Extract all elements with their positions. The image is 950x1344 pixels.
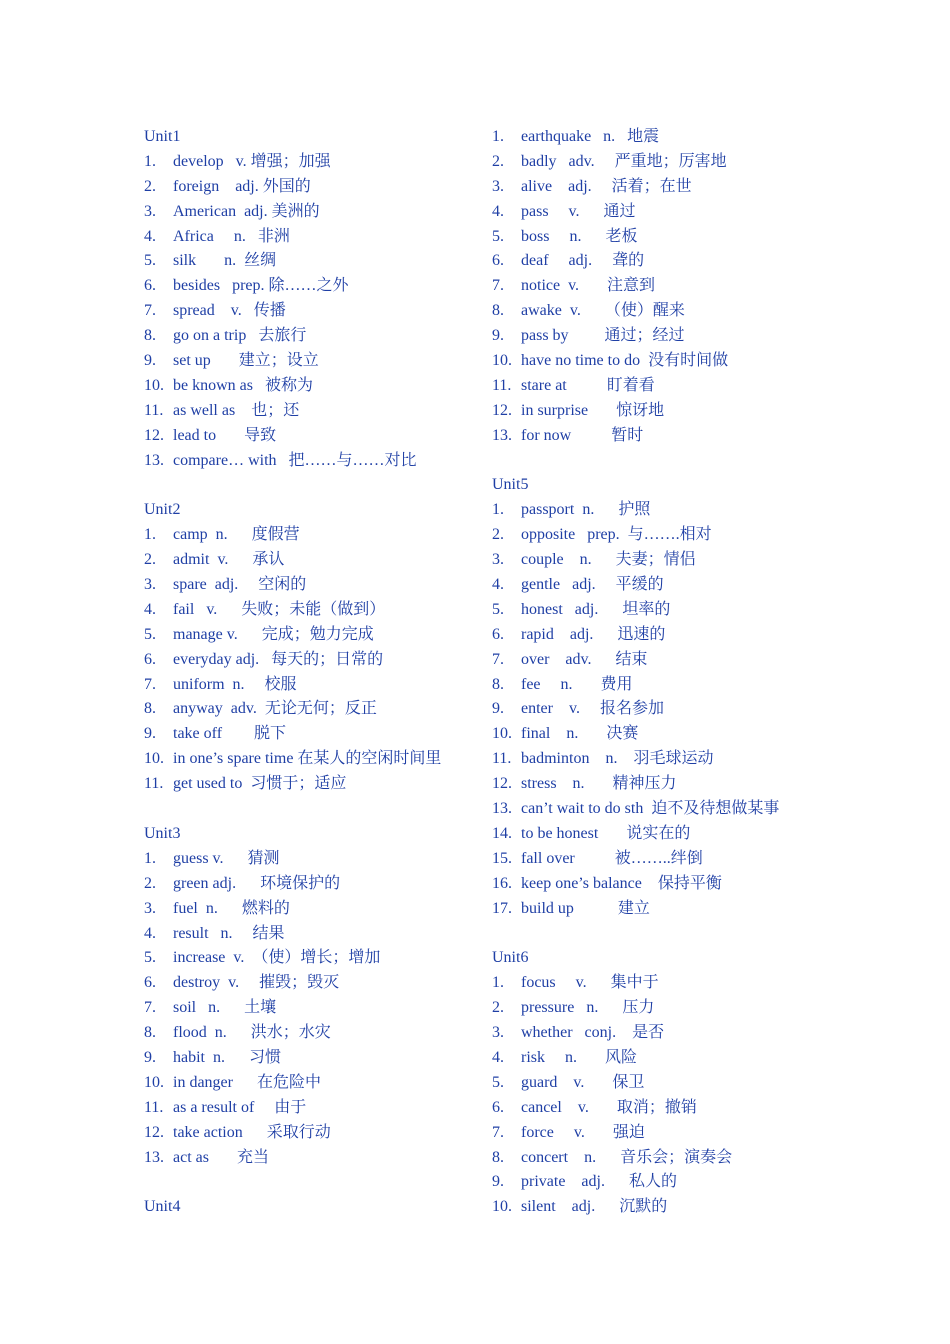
vocab-entry (144, 200, 474, 225)
entry-number: 2. (492, 526, 504, 544)
entry-number: 2. (144, 177, 156, 195)
entry-text: destroy v. 摧毁；毁灭 (173, 974, 340, 992)
entry-text: force v. 强迫 (521, 1123, 645, 1141)
entry-number: 3. (144, 899, 156, 917)
entry-text: honest adj. 坦率的 (521, 600, 671, 618)
entry-number: 8. (492, 302, 504, 320)
entry-number: 4. (492, 576, 504, 594)
entry-number: 14. (492, 824, 512, 842)
entry-number: 4. (492, 202, 504, 220)
entry-text: risk n. 风险 (521, 1048, 638, 1066)
entry-number: 10. (144, 376, 164, 394)
entry-text: badly adv. 严重地；厉害地 (521, 152, 727, 170)
entry-text: compare… with 把……与……对比 (173, 451, 417, 469)
entry-text: silent adj. 沉默的 (521, 1198, 668, 1216)
entry-number: 10. (492, 725, 512, 743)
entry-number: 1. (492, 974, 504, 992)
entry-text: anyway adv. 无论无何；反正 (173, 700, 377, 718)
right-column (492, 125, 822, 1220)
entry-number: 4. (144, 600, 156, 618)
vocab-entry (492, 498, 822, 523)
entry-number: 6. (144, 974, 156, 992)
unit-heading: Unit2 (144, 501, 181, 519)
vocab-entry (492, 623, 822, 648)
entry-number: 6. (492, 1098, 504, 1116)
entry-text: foreign adj. 外国的 (173, 177, 311, 195)
entry-number: 11. (492, 750, 512, 768)
entry-text: fee n. 费用 (521, 675, 633, 693)
entry-number: 6. (492, 625, 504, 643)
entry-text: as a result of 由于 (173, 1098, 307, 1116)
entry-text: deaf adj. 聋的 (521, 252, 645, 270)
vocab-entry (492, 598, 822, 623)
vocab-entry (492, 299, 822, 324)
entry-text: keep one’s balance 保持平衡 (521, 874, 722, 892)
entry-text: uniform n. 校服 (173, 675, 297, 693)
entry-number: 10. (144, 1073, 164, 1091)
vocab-entry (492, 399, 822, 424)
vocab-entry (144, 1096, 474, 1121)
entry-text: badminton n. 羽毛球运动 (521, 750, 714, 768)
unit-heading: Unit6 (492, 949, 529, 967)
entry-text: fail v. 失败；未能（做到） (173, 600, 386, 618)
entry-text: spread v. 传播 (173, 302, 286, 320)
vocab-entry (144, 922, 474, 947)
entry-number: 7. (144, 302, 156, 320)
entry-number: 5. (144, 949, 156, 967)
vocab-entry (144, 523, 474, 548)
vocab-entry (144, 772, 474, 797)
entry-number: 9. (492, 1173, 504, 1191)
vocab-entry (144, 225, 474, 250)
entry-text: develop v. 增强；加强 (173, 152, 331, 170)
entry-number: 8. (144, 327, 156, 345)
entry-text: alive adj. 活着；在世 (521, 177, 692, 195)
entry-number: 1. (492, 501, 504, 519)
vocab-entry (144, 150, 474, 175)
entry-text: in one’s spare time 在某人的空闲时间里 (173, 750, 442, 768)
entry-text: take action 采取行动 (173, 1123, 331, 1141)
entry-text: silk n. 丝绸 (173, 252, 277, 270)
entry-text: in danger 在危险中 (173, 1073, 321, 1091)
vocab-entry (144, 648, 474, 673)
entry-number: 17. (492, 899, 512, 917)
vocab-entry (492, 1096, 822, 1121)
entry-number: 13. (492, 800, 512, 818)
entry-text: Africa n. 非洲 (173, 227, 290, 245)
entry-number: 11. (144, 775, 164, 793)
entry-text: pass by 通过；经过 (521, 327, 685, 345)
blank-line (144, 1170, 474, 1195)
vocab-entry (492, 374, 822, 399)
entry-text: increase v. （使）增长；增加 (173, 949, 381, 967)
vocab-entry (492, 1195, 822, 1220)
entry-text: over adv. 结束 (521, 650, 648, 668)
blank-line (492, 922, 822, 947)
entry-number: 11. (144, 401, 164, 419)
vocab-entry (492, 847, 822, 872)
entry-number: 1. (144, 526, 156, 544)
entry-number: 1. (144, 152, 156, 170)
entry-number: 8. (492, 1148, 504, 1166)
entry-text: opposite prep. 与…….相对 (521, 526, 712, 544)
entry-text: focus v. 集中于 (521, 974, 659, 992)
entry-text: habit n. 习惯 (173, 1048, 281, 1066)
vocab-entry (144, 971, 474, 996)
entry-number: 16. (492, 874, 512, 892)
vocab-entry (144, 897, 474, 922)
entry-number: 2. (144, 551, 156, 569)
entry-number: 10. (492, 352, 512, 370)
blank-line (144, 473, 474, 498)
entry-text: build up 建立 (521, 899, 650, 917)
vocab-entry (144, 424, 474, 449)
entry-text: have no time to do 没有时间做 (521, 352, 729, 370)
unit-heading: Unit1 (144, 128, 181, 145)
entry-number: 8. (492, 675, 504, 693)
entry-text: flood n. 洪水；水灾 (173, 1024, 331, 1042)
entry-text: set up 建立；设立 (173, 352, 319, 370)
entry-number: 7. (492, 277, 504, 295)
vocab-entry (492, 872, 822, 897)
entry-number: 9. (144, 352, 156, 370)
left-column (144, 125, 474, 1220)
entry-text: pressure n. 压力 (521, 999, 655, 1017)
entry-number: 8. (144, 700, 156, 718)
vocab-entry (492, 1121, 822, 1146)
entry-text: guard v. 保卫 (521, 1073, 645, 1091)
entry-number: 13. (492, 426, 512, 444)
entry-text: whether conj. 是否 (521, 1024, 665, 1042)
entry-number: 4. (144, 924, 156, 942)
vocab-entry (492, 225, 822, 250)
entry-text: pass v. 通过 (521, 202, 636, 220)
entry-text: as well as 也；还 (173, 401, 300, 419)
vocab-entry (492, 1170, 822, 1195)
entry-number: 7. (144, 675, 156, 693)
vocab-entry (144, 274, 474, 299)
vocab-entry (144, 299, 474, 324)
entry-number: 7. (492, 650, 504, 668)
vocab-entry (144, 1046, 474, 1071)
entry-number: 3. (144, 576, 156, 594)
entry-text: soil n. 土壤 (173, 999, 277, 1017)
entry-text: passport n. 护照 (521, 501, 651, 519)
entry-number: 6. (144, 650, 156, 668)
entry-number: 9. (492, 700, 504, 718)
vocab-entry (492, 822, 822, 847)
vocab-entry (492, 274, 822, 299)
vocab-entry (492, 1071, 822, 1096)
entry-text: for now 暂时 (521, 426, 644, 444)
vocab-entry (144, 847, 474, 872)
entry-text: everyday adj. 每天的；日常的 (173, 650, 384, 668)
entry-text: besides prep. 除……之外 (173, 277, 349, 295)
entry-number: 12. (144, 1123, 164, 1141)
vocab-entry (492, 697, 822, 722)
vocab-entry (144, 673, 474, 698)
vocab-entry (492, 324, 822, 349)
unit-heading: Unit4 (144, 1198, 181, 1216)
entry-number: 8. (144, 1024, 156, 1042)
entry-number: 7. (492, 1123, 504, 1141)
entry-number: 7. (144, 999, 156, 1017)
vocab-entry (144, 548, 474, 573)
vocab-entry (144, 1021, 474, 1046)
vocab-entry (492, 673, 822, 698)
entry-text: rapid adj. 迅速的 (521, 625, 666, 643)
vocab-entry (144, 623, 474, 648)
entry-number: 3. (492, 551, 504, 569)
entry-number: 9. (492, 327, 504, 345)
blank-line (492, 449, 822, 474)
entry-text: boss n. 老板 (521, 227, 638, 245)
vocab-entry (144, 996, 474, 1021)
entry-number: 11. (144, 1098, 164, 1116)
vocab-entry (492, 971, 822, 996)
vocab-entry (144, 1146, 474, 1171)
vocab-entry (144, 872, 474, 897)
vocab-entry (492, 349, 822, 374)
vocab-entry (144, 374, 474, 399)
vocab-entry (492, 424, 822, 449)
vocab-entry (144, 449, 474, 474)
entry-number: 5. (144, 252, 156, 270)
entry-text: act as 充当 (173, 1148, 269, 1166)
vocab-entry (144, 324, 474, 349)
vocab-entry (144, 1121, 474, 1146)
entry-text: take off 脱下 (173, 725, 287, 743)
vocab-entry (492, 747, 822, 772)
vocab-entry (492, 1021, 822, 1046)
entry-number: 15. (492, 849, 512, 867)
entry-number: 9. (144, 1048, 156, 1066)
entry-text: go on a trip 去旅行 (173, 327, 307, 345)
vocab-entry (144, 573, 474, 598)
entry-number: 4. (144, 227, 156, 245)
unit-heading: Unit3 (144, 824, 181, 842)
entry-text: earthquake n. 地震 (521, 128, 660, 145)
vocab-entry (144, 175, 474, 200)
entry-number: 1. (492, 128, 504, 145)
vocab-entry (492, 523, 822, 548)
entry-text: get used to 习惯于；适应 (173, 775, 347, 793)
entry-text: manage v. 完成；勉力完成 (173, 625, 374, 643)
vocab-entry (144, 399, 474, 424)
entry-text: spare adj. 空闲的 (173, 576, 307, 594)
entry-number: 6. (492, 252, 504, 270)
entry-number: 4. (492, 1048, 504, 1066)
unit-heading: Unit5 (492, 476, 529, 494)
entry-number: 3. (492, 1024, 504, 1042)
entry-text: green adj. 环境保护的 (173, 874, 341, 892)
vocab-entry (144, 697, 474, 722)
entry-text: fall over 被……..绊倒 (521, 849, 703, 867)
entry-text: final n. 决赛 (521, 725, 639, 743)
vocab-entry (492, 249, 822, 274)
entry-number: 2. (492, 999, 504, 1017)
entry-number: 5. (492, 227, 504, 245)
entry-number: 5. (492, 1073, 504, 1091)
entry-number: 5. (144, 625, 156, 643)
vocab-entry (144, 249, 474, 274)
entry-number: 13. (144, 1148, 164, 1166)
entry-text: to be honest 说实在的 (521, 824, 691, 842)
entry-text: gentle adj. 平缓的 (521, 576, 664, 594)
vocab-entry (492, 175, 822, 200)
entry-number: 6. (144, 277, 156, 295)
vocab-entry (492, 150, 822, 175)
entry-number: 12. (492, 775, 512, 793)
vocab-entry (492, 648, 822, 673)
vocab-entry (492, 996, 822, 1021)
entry-text: camp n. 度假营 (173, 526, 300, 544)
entry-text: guess v. 猜测 (173, 849, 280, 867)
entry-number: 11. (492, 376, 512, 394)
entry-text: lead to 导致 (173, 426, 277, 444)
entry-number: 10. (492, 1198, 512, 1216)
entry-text: can’t wait to do sth 迫不及待想做某事 (521, 800, 780, 818)
vocab-entry (492, 573, 822, 598)
entry-number: 10. (144, 750, 164, 768)
entry-text: American adj. 美洲的 (173, 202, 320, 220)
vocab-entry (492, 125, 822, 150)
entry-number: 1. (144, 849, 156, 867)
entry-text: awake v. （使）醒来 (521, 302, 685, 320)
vocab-entry (492, 797, 822, 822)
entry-text: enter v. 报名参加 (521, 700, 664, 718)
vocab-entry (492, 200, 822, 225)
entry-text: result n. 结果 (173, 924, 285, 942)
entry-text: stare at 盯着看 (521, 376, 655, 394)
entry-text: admit v. 承认 (173, 551, 285, 569)
blank-line (144, 797, 474, 822)
entry-text: cancel v. 取消；撤销 (521, 1098, 697, 1116)
vocab-entry (492, 897, 822, 922)
entry-text: private adj. 私人的 (521, 1173, 677, 1191)
vocab-entry (144, 349, 474, 374)
vocab-entry (144, 747, 474, 772)
entry-number: 12. (492, 401, 512, 419)
vocab-entry (144, 722, 474, 747)
entry-number: 5. (492, 600, 504, 618)
entry-number: 3. (144, 202, 156, 220)
vocab-entry (492, 1146, 822, 1171)
vocab-entry (144, 946, 474, 971)
entry-number: 12. (144, 426, 164, 444)
entry-text: fuel n. 燃料的 (173, 899, 290, 917)
vocab-entry (492, 548, 822, 573)
entry-text: be known as 被称为 (173, 376, 313, 394)
vocab-entry (492, 1046, 822, 1071)
entry-text: couple n. 夫妻；情侣 (521, 551, 696, 569)
entry-number: 2. (492, 152, 504, 170)
entry-number: 3. (492, 177, 504, 195)
vocab-entry (144, 1071, 474, 1096)
entry-text: notice v. 注意到 (521, 277, 656, 295)
entry-number: 9. (144, 725, 156, 743)
entry-text: in surprise 惊讶地 (521, 401, 665, 419)
entry-number: 13. (144, 451, 164, 469)
entry-number: 2. (144, 874, 156, 892)
vocab-entry (492, 722, 822, 747)
entry-text: concert n. 音乐会；演奏会 (521, 1148, 733, 1166)
entry-text: stress n. 精神压力 (521, 775, 677, 793)
vocab-entry (492, 772, 822, 797)
vocab-entry (144, 598, 474, 623)
